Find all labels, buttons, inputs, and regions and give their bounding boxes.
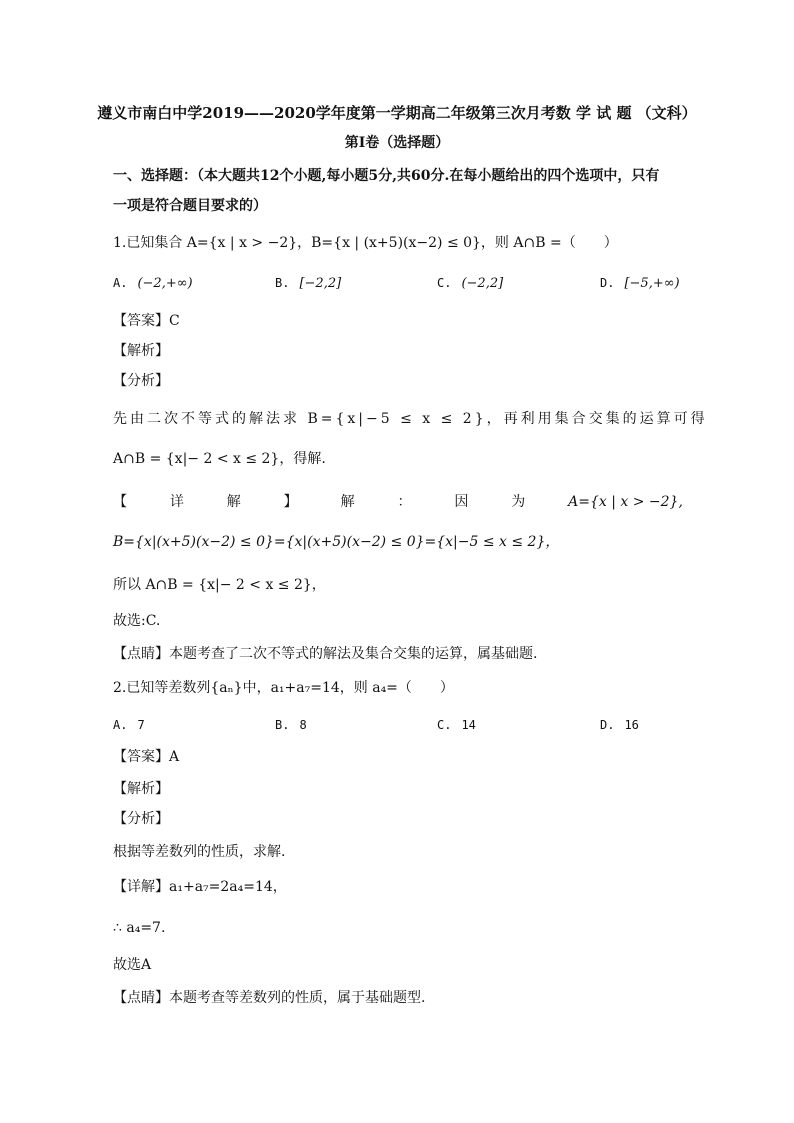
q2-answer: 【答案】A bbox=[113, 749, 180, 765]
q1-detail-token: 详 bbox=[169, 494, 184, 510]
q2-option-c-label: C. bbox=[437, 718, 452, 732]
q2-comment: 【点睛】本题考查等差数列的性质，属于基础题型. bbox=[113, 990, 426, 1006]
q1-option-c-value: (−2,2] bbox=[461, 276, 504, 291]
q1-detail-token: 因 bbox=[454, 494, 469, 510]
q1-stem: 1.已知集合 A={x | x > −2}，B={x | (x+5)(x−2) ≤ 0}，则 A∩B =（ ） bbox=[113, 235, 618, 251]
q2-option-d-value: 16 bbox=[624, 718, 639, 732]
q1-option-b bbox=[275, 273, 341, 294]
q2-detail-line1: 【详解】a₁+a₇=2a₄=14， bbox=[113, 879, 287, 895]
q2-option-b-label: B. bbox=[275, 718, 290, 732]
q1-analysis-line1: 先由二次不等式的解法求 B={x|−5 ≤ x ≤ 2}，再利用集合交集的运算可得 bbox=[113, 411, 708, 427]
q2-option-a-value: 7 bbox=[137, 718, 145, 732]
q1-fenxi-label: 【分析】 bbox=[113, 373, 169, 389]
q2-option-c-value: 14 bbox=[461, 718, 476, 732]
section-heading-line1: 一、选择题：（本大题共12个小题,每小题5分,共60分.在每小题给出的四个选项中，只有 bbox=[113, 168, 660, 184]
q1-detail-token: 】 bbox=[283, 494, 298, 510]
q2-jiexi-label: 【解析】 bbox=[113, 781, 169, 797]
q1-option-a bbox=[113, 273, 193, 294]
q1-detail-token-set-a: A={x | x > −2}, bbox=[568, 494, 683, 510]
q1-option-a-label: A. bbox=[113, 276, 128, 290]
section-heading-line2: 一项是符合题目要求的） bbox=[113, 198, 267, 214]
q1-detail-token: 【 bbox=[113, 494, 127, 510]
q2-option-c bbox=[437, 715, 476, 736]
q1-analysis-line2: A∩B = {x|− 2 < x ≤ 2}，得解. bbox=[113, 451, 326, 467]
volume-title: 第Ⅰ卷（选择题） bbox=[344, 135, 450, 151]
q1-detail-token: 为 bbox=[511, 494, 526, 510]
q2-option-a-label: A. bbox=[113, 718, 128, 732]
q1-detail-line2: B={x|(x+5)(x−2) ≤ 0}={x|(x+5)(x−2) ≤ 0}={x|−5 ≤ x ≤ 2}， bbox=[113, 534, 560, 550]
q2-detail-line2: ∴ a₄=7. bbox=[113, 920, 166, 936]
q2-conclusion: 故选A bbox=[113, 957, 152, 973]
q1-answer: 【答案】C bbox=[113, 313, 180, 329]
q2-option-d bbox=[600, 715, 639, 736]
q2-option-a bbox=[113, 715, 145, 736]
q1-option-d-value: [−5,+∞) bbox=[624, 276, 680, 291]
q1-option-d-label: D. bbox=[600, 276, 615, 290]
q1-option-b-label: B. bbox=[275, 276, 290, 290]
q1-option-b-value: [−2,2] bbox=[299, 276, 342, 291]
q1-option-c-label: C. bbox=[437, 276, 452, 290]
q2-analysis: 根据等差数列的性质，求解. bbox=[113, 844, 286, 860]
q1-detail-line1 bbox=[113, 492, 683, 512]
q1-conclusion: 故选:C. bbox=[113, 613, 161, 629]
q1-detail-line3: 所以 A∩B = {x|− 2 < x ≤ 2}， bbox=[113, 577, 326, 593]
q1-option-c bbox=[437, 273, 503, 294]
q2-fenxi-label: 【分析】 bbox=[113, 811, 169, 827]
q1-option-a-value: (−2,+∞) bbox=[137, 276, 193, 291]
q1-detail-token: 解 bbox=[226, 494, 241, 510]
q2-option-b bbox=[275, 715, 307, 736]
q1-comment: 【点睛】本题考查了二次不等式的解法及集合交集的运算，属基础题. bbox=[113, 646, 538, 662]
q2-stem: 2.已知等差数列{aₙ}中，a₁+a₇=14，则 a₄=（ ） bbox=[113, 680, 454, 696]
q1-jiexi-label: 【解析】 bbox=[113, 343, 169, 359]
q1-detail-token: ： bbox=[397, 494, 412, 510]
q2-option-b-value: 8 bbox=[299, 718, 307, 732]
q1-option-d bbox=[600, 273, 680, 294]
document-title: 遵义市南白中学2019——2020学年度第一学期高二年级第三次月考数 学 试 题 （文科） bbox=[97, 104, 697, 122]
q2-option-d-label: D. bbox=[600, 718, 615, 732]
q1-detail-token: 解 bbox=[340, 494, 355, 510]
